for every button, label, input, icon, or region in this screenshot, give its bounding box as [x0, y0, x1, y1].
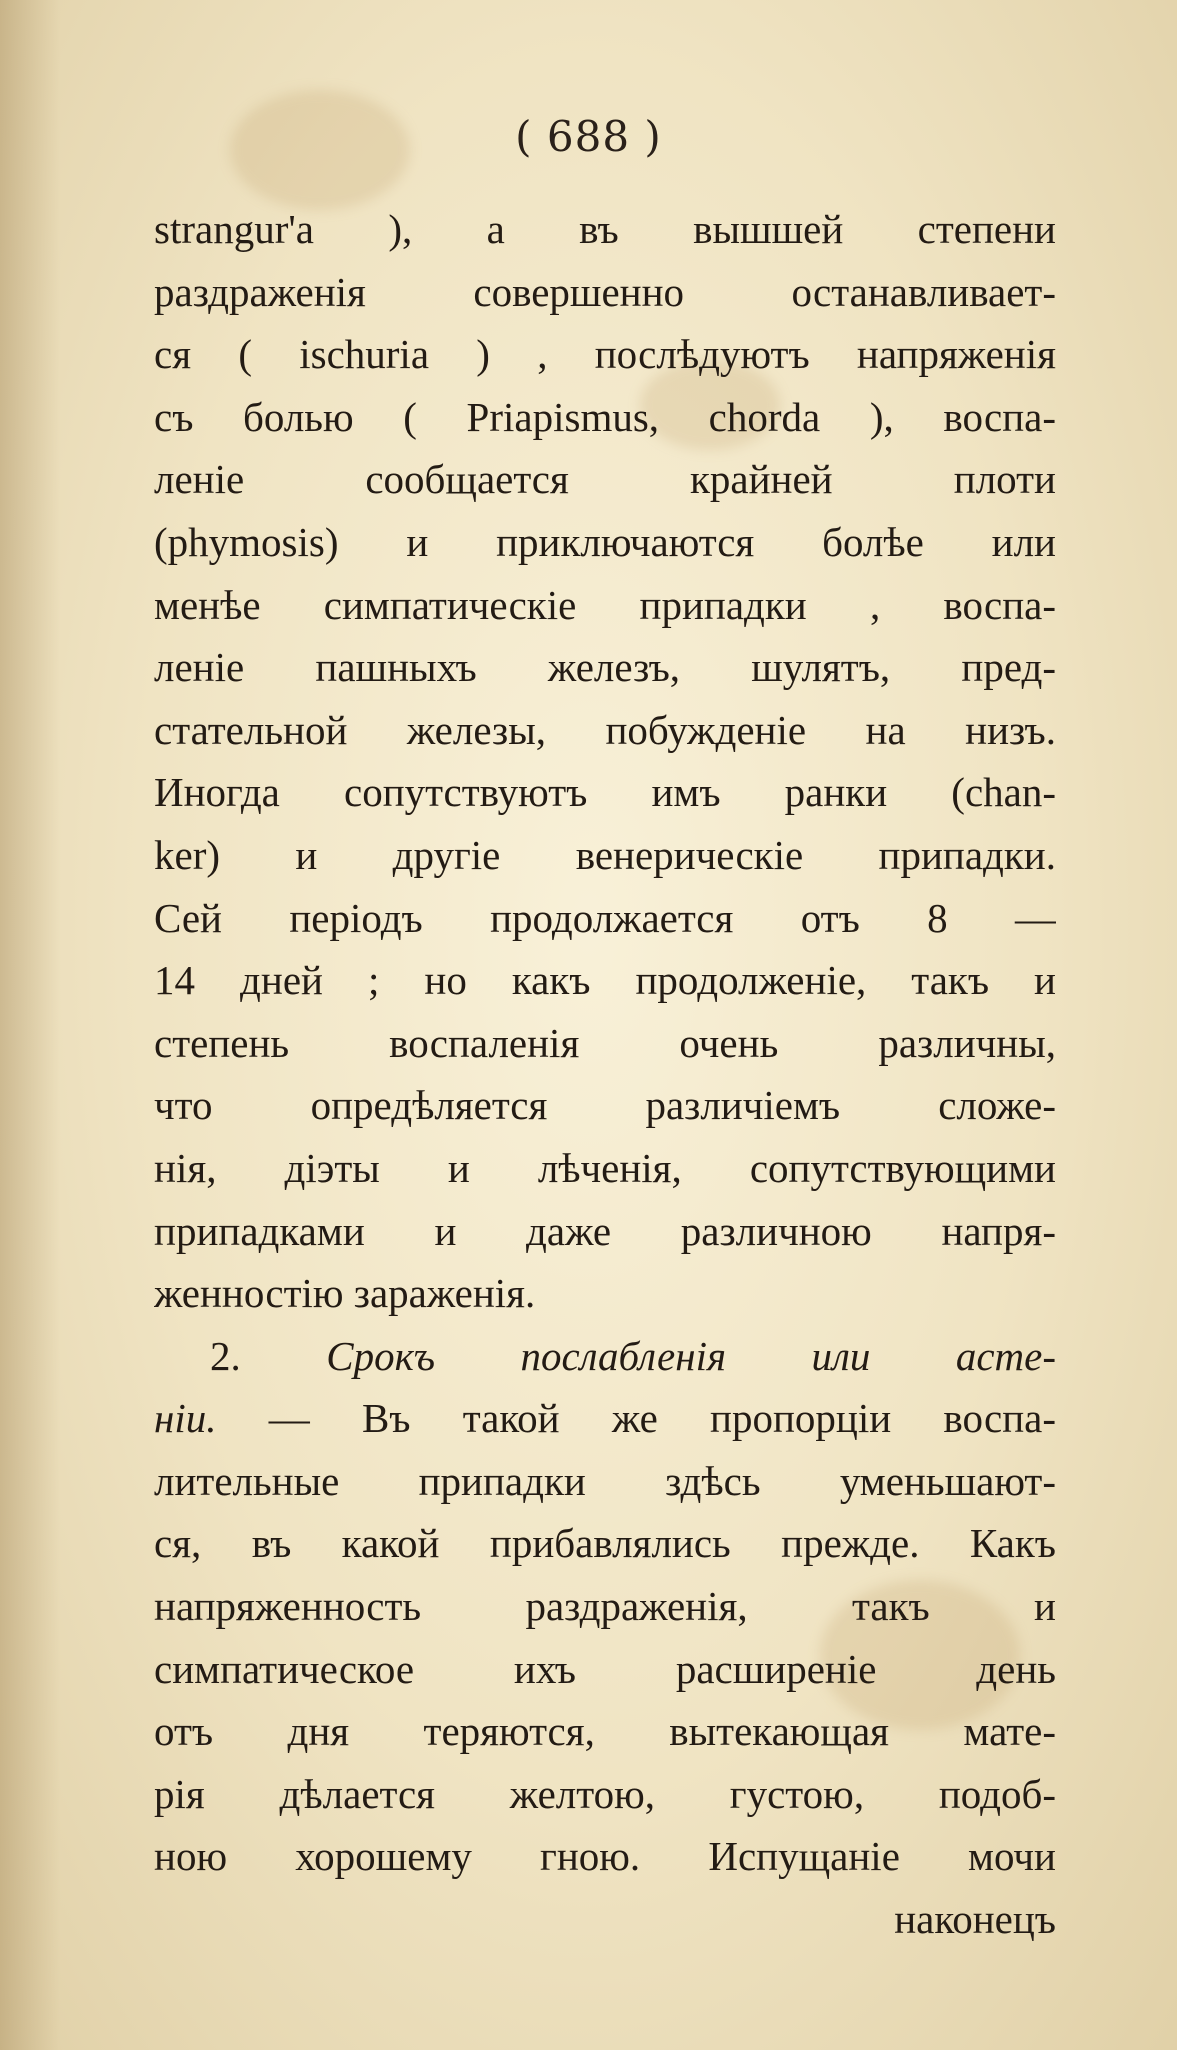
text-line: раздраженія совершенно останавливает-: [154, 268, 1056, 315]
page-number: ( 688 ): [515, 112, 662, 161]
text-line: ся, въ какой прибавлялись прежде. Какъ: [154, 1520, 1056, 1567]
text-line: 14 дней ; но какъ продолженіе, такъ и: [154, 957, 1056, 1004]
text-line: (phymosis) и приключаются болѣе или: [154, 518, 1056, 565]
page-edge-shadow: [0, 0, 60, 2050]
text-line: симпатическое ихъ расширеніе день: [154, 1645, 1056, 1692]
text-line: ною хорошему гною. Испущаніе мочи: [154, 1833, 1056, 1880]
text-line: леніе сообщается крайней плоти: [154, 456, 1056, 503]
text-line: strangur'a ), а въ вышшей степени: [154, 206, 1056, 252]
section-number: 2.: [210, 1332, 241, 1379]
catchword: наконецъ: [894, 1896, 1056, 1943]
text-line: ся ( ischuria ) , послѣдуютъ напряженія: [154, 331, 1056, 378]
text-line: [154, 1387, 1056, 1450]
text-line: отъ дня теряются, вытекающая мате-: [154, 1708, 1056, 1755]
section-text: — Въ такой же пропорціи воспа-: [268, 1395, 1056, 1442]
section-heading-line: [154, 1325, 1056, 1388]
text-line: напряженность раздраженія, такъ и: [154, 1583, 1056, 1630]
text-line: рія дѣлается желтою, густою, подоб-: [154, 1770, 1056, 1817]
text-line: что опредѣляется различіемъ сложе-: [154, 1082, 1056, 1129]
body-text: [154, 198, 1056, 1951]
section-title: Срокъ послабленія или асте-: [326, 1332, 1056, 1379]
text-line: Иногда сопутствуютъ имъ ранки (chan-: [154, 769, 1056, 816]
text-line: лительные припадки здѣсь уменьшают-: [154, 1457, 1056, 1504]
text-line: менѣе симпатическіе припадки , воспа-: [154, 581, 1056, 628]
text-line: нія, діэты и лѣченія, сопутствующими: [154, 1144, 1056, 1191]
text-line: леніе пашныхъ железъ, шулятъ, пред-: [154, 644, 1056, 691]
text-line: ker) и другіе венерическіе припадки.: [154, 831, 1056, 878]
text-line: стательной железы, побужденіе на низъ.: [154, 706, 1056, 753]
text-line: Сей періодъ продолжается отъ 8 —: [154, 894, 1056, 941]
section-title-continued: ніи.: [154, 1395, 217, 1442]
text-line: припадками и даже различною напря-: [154, 1207, 1056, 1254]
text-line: женностію зараженія.: [154, 1270, 536, 1317]
text-line: степень воспаленія очень различны,: [154, 1019, 1056, 1066]
text-line: съ болью ( Priapismus, chorda ), воспа-: [154, 393, 1056, 440]
